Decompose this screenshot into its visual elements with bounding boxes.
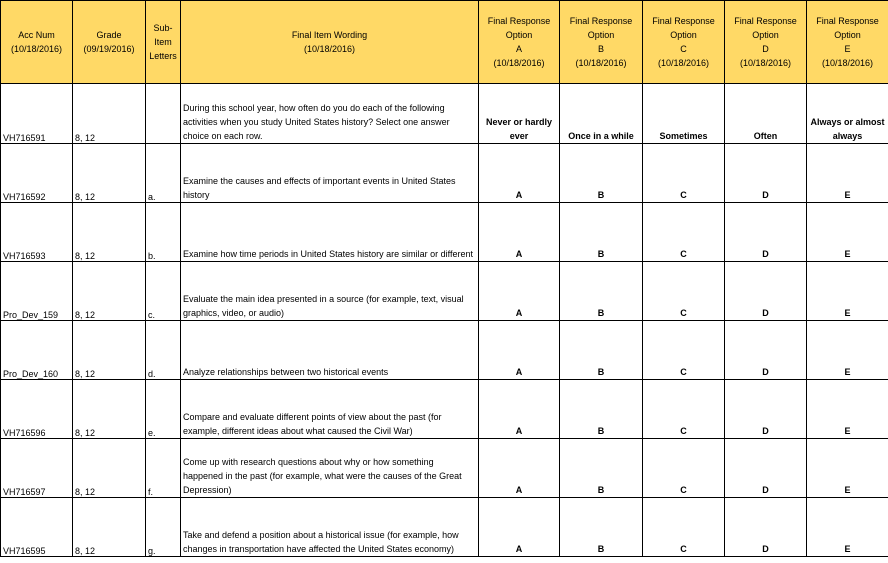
- header-sub-item: Sub- Item Letters: [146, 1, 181, 84]
- option-a-cell: A: [479, 380, 560, 439]
- sub-item-cell: g.: [146, 498, 181, 557]
- option-c-cell: C: [643, 262, 725, 321]
- option-d-cell: Often: [725, 84, 807, 144]
- grade-cell: 8, 12: [73, 203, 146, 262]
- sub-item-cell: b.: [146, 203, 181, 262]
- header-row: [1, 1, 888, 84]
- wording-cell: Examine how time periods in United States history are similar or different: [181, 203, 479, 262]
- option-e-cell: E: [807, 380, 888, 439]
- option-b-cell: B: [560, 321, 643, 380]
- wording-cell: Examine the causes and effects of important events in United States history: [181, 144, 479, 203]
- grade-cell: 8, 12: [73, 321, 146, 380]
- wording-cell: Analyze relationships between two historical events: [181, 321, 479, 380]
- option-b-cell: B: [560, 498, 643, 557]
- sub-item-cell: [146, 84, 181, 144]
- option-b-cell: B: [560, 144, 643, 203]
- header-option-b: Final Response Option B (10/18/2016): [560, 1, 643, 84]
- table-body: [1, 84, 888, 557]
- header-acc-num: Acc Num (10/18/2016): [1, 1, 73, 84]
- acc-num-cell: VH716591: [1, 84, 73, 144]
- option-c-cell: C: [643, 144, 725, 203]
- acc-num-cell: Pro_Dev_159: [1, 262, 73, 321]
- option-d-cell: D: [725, 144, 807, 203]
- option-d-cell: D: [725, 439, 807, 498]
- table-row: [1, 262, 888, 321]
- table-row: [1, 321, 888, 380]
- option-d-cell: D: [725, 498, 807, 557]
- option-e-cell: E: [807, 498, 888, 557]
- option-c-cell: C: [643, 498, 725, 557]
- option-c-cell: Sometimes: [643, 84, 725, 144]
- grade-cell: 8, 12: [73, 144, 146, 203]
- wording-cell: Evaluate the main idea presented in a source (for example, text, visual graphics, video, or audio): [181, 262, 479, 321]
- table-row: [1, 203, 888, 262]
- option-e-cell: E: [807, 321, 888, 380]
- option-d-cell: D: [725, 321, 807, 380]
- table-row: [1, 144, 888, 203]
- acc-num-cell: VH716595: [1, 498, 73, 557]
- option-b-cell: B: [560, 262, 643, 321]
- option-a-cell: Never or hardly ever: [479, 84, 560, 144]
- sub-item-cell: f.: [146, 439, 181, 498]
- option-b-cell: B: [560, 439, 643, 498]
- acc-num-cell: Pro_Dev_160: [1, 321, 73, 380]
- stem-row: [1, 84, 888, 144]
- grade-cell: 8, 12: [73, 498, 146, 557]
- acc-num-cell: VH716597: [1, 439, 73, 498]
- sub-item-cell: e.: [146, 380, 181, 439]
- header-option-a: Final Response Option A (10/18/2016): [479, 1, 560, 84]
- option-a-cell: A: [479, 144, 560, 203]
- sub-item-cell: c.: [146, 262, 181, 321]
- option-b-cell: Once in a while: [560, 84, 643, 144]
- option-d-cell: D: [725, 203, 807, 262]
- wording-cell: Compare and evaluate different points of view about the past (for example, different ideas about what caused the Civil War): [181, 380, 479, 439]
- option-a-cell: A: [479, 498, 560, 557]
- sub-item-cell: d.: [146, 321, 181, 380]
- option-c-cell: C: [643, 380, 725, 439]
- option-e-cell: E: [807, 262, 888, 321]
- option-a-cell: A: [479, 321, 560, 380]
- option-a-cell: A: [479, 439, 560, 498]
- acc-num-cell: VH716592: [1, 144, 73, 203]
- acc-num-cell: VH716596: [1, 380, 73, 439]
- option-d-cell: D: [725, 380, 807, 439]
- acc-num-cell: VH716593: [1, 203, 73, 262]
- header-option-c: Final Response Option C (10/18/2016): [643, 1, 725, 84]
- header-grade: Grade (09/19/2016): [73, 1, 146, 84]
- option-a-cell: A: [479, 262, 560, 321]
- option-b-cell: B: [560, 203, 643, 262]
- header-wording: Final Item Wording (10/18/2016): [181, 1, 479, 84]
- option-e-cell: E: [807, 439, 888, 498]
- option-e-cell: E: [807, 144, 888, 203]
- table-row: [1, 498, 888, 557]
- option-a-cell: A: [479, 203, 560, 262]
- grade-cell: 8, 12: [73, 380, 146, 439]
- sub-item-cell: a.: [146, 144, 181, 203]
- option-c-cell: C: [643, 439, 725, 498]
- wording-cell: Take and defend a position about a historical issue (for example, how changes in transportation have affected the United States economy): [181, 498, 479, 557]
- grade-cell: 8, 12: [73, 262, 146, 321]
- option-e-cell: Always or almost always: [807, 84, 888, 144]
- option-c-cell: C: [643, 203, 725, 262]
- option-e-cell: E: [807, 203, 888, 262]
- table-row: [1, 439, 888, 498]
- grade-cell: 8, 12: [73, 84, 146, 144]
- header-option-d: Final Response Option D (10/18/2016): [725, 1, 807, 84]
- grade-cell: 8, 12: [73, 439, 146, 498]
- option-c-cell: C: [643, 321, 725, 380]
- option-b-cell: B: [560, 380, 643, 439]
- wording-cell: During this school year, how often do you do each of the following activities when you study United States history? Select one answer choice on each row.: [181, 84, 479, 144]
- header-option-e: Final Response Option E (10/18/2016): [807, 1, 888, 84]
- wording-cell: Come up with research questions about why or how something happened in the past (for example, what were the causes of the Great Depression): [181, 439, 479, 498]
- table-row: [1, 380, 888, 439]
- option-d-cell: D: [725, 262, 807, 321]
